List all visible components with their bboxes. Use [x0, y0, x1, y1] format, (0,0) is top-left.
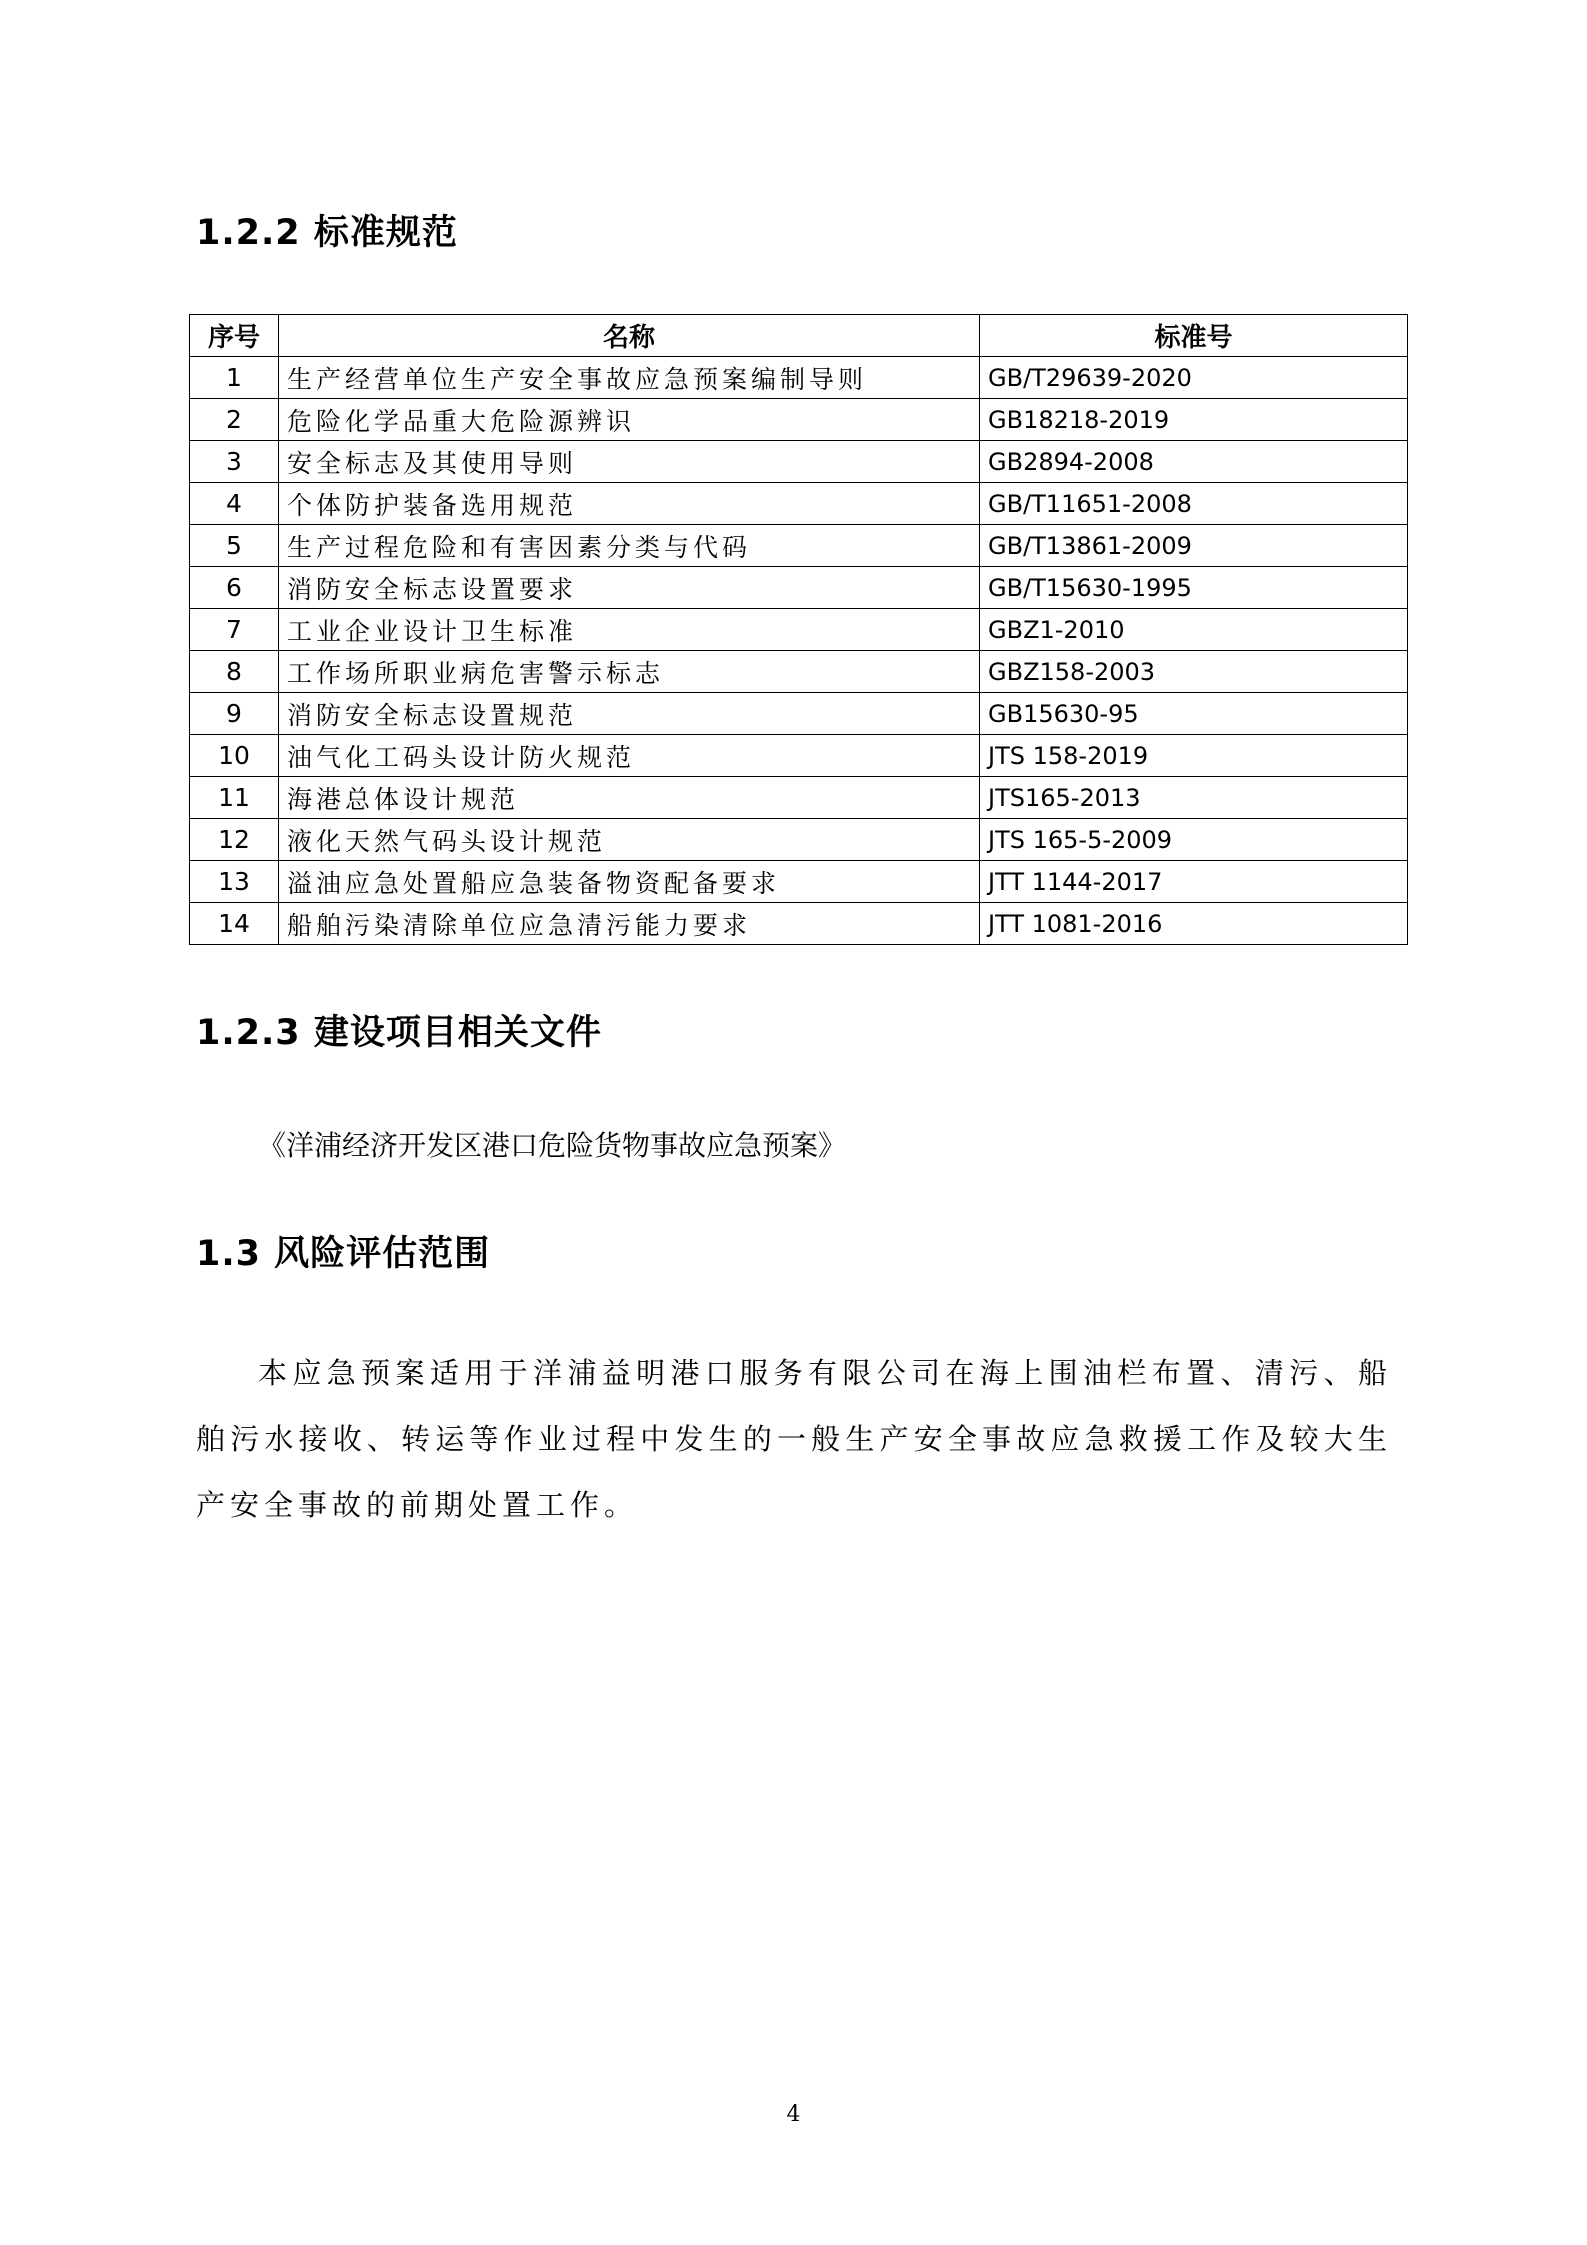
- table-row: [190, 693, 1408, 735]
- row-serial-no: 10: [190, 735, 279, 777]
- table-row: [190, 483, 1408, 525]
- table-header-row: [190, 315, 1408, 357]
- table-row: [190, 609, 1408, 651]
- table-row: [190, 651, 1408, 693]
- row-standard-name: 消防安全标志设置规范: [279, 693, 980, 735]
- standards-table: [189, 314, 1408, 945]
- row-serial-no: 9: [190, 693, 279, 735]
- row-serial-no: 1: [190, 357, 279, 399]
- row-standard-name: 工作场所职业病危害警示标志: [279, 651, 980, 693]
- row-standard-code: GBZ158-2003: [980, 651, 1408, 693]
- scope-paragraph: 本应急预案适用于洋浦益明港口服务有限公司在海上围油栏布置、清污、船舶污水接收、转运等作业过程中发生的一般生产安全事故应急救援工作及较大生产安全事故的前期处置工作。: [196, 1356, 1392, 1522]
- row-serial-no: 4: [190, 483, 279, 525]
- table-row: [190, 903, 1408, 945]
- table-row: [190, 861, 1408, 903]
- row-serial-no: 2: [190, 399, 279, 441]
- row-serial-no: 7: [190, 609, 279, 651]
- row-standard-name: 个体防护装备选用规范: [279, 483, 980, 525]
- row-standard-code: JTS165-2013: [980, 777, 1408, 819]
- table-row: [190, 735, 1408, 777]
- row-standard-name: 液化天然气码头设计规范: [279, 819, 980, 861]
- table-row: [190, 819, 1408, 861]
- table-row: [190, 525, 1408, 567]
- row-serial-no: 5: [190, 525, 279, 567]
- row-serial-no: 6: [190, 567, 279, 609]
- table-row: [190, 441, 1408, 483]
- header-standard-code: 标准号: [980, 315, 1408, 357]
- header-serial-no: 序号: [190, 315, 279, 357]
- row-standard-code: JTS 158-2019: [980, 735, 1408, 777]
- row-standard-code: GB/T29639-2020: [980, 357, 1408, 399]
- row-serial-no: 14: [190, 903, 279, 945]
- row-standard-name: 生产过程危险和有害因素分类与代码: [279, 525, 980, 567]
- row-standard-code: GB/T11651-2008: [980, 483, 1408, 525]
- table-row: [190, 357, 1408, 399]
- row-standard-name: 溢油应急处置船应急装备物资配备要求: [279, 861, 980, 903]
- row-standard-code: GB18218-2019: [980, 399, 1408, 441]
- row-standard-name: 油气化工码头设计防火规范: [279, 735, 980, 777]
- project-document-reference: 《洋浦经济开发区港口危险货物事故应急预案》: [258, 1129, 847, 1162]
- section-title-project-documents: 1.2.3 建设项目相关文件: [196, 1013, 602, 1053]
- row-serial-no: 3: [190, 441, 279, 483]
- row-serial-no: 12: [190, 819, 279, 861]
- page-number: 4: [786, 2102, 801, 2127]
- row-standard-code: JTT 1081-2016: [980, 903, 1408, 945]
- row-standard-name: 船舶污染清除单位应急清污能力要求: [279, 903, 980, 945]
- row-standard-name: 危险化学品重大危险源辨识: [279, 399, 980, 441]
- table-row: [190, 567, 1408, 609]
- row-serial-no: 8: [190, 651, 279, 693]
- row-serial-no: 13: [190, 861, 279, 903]
- row-standard-code: GB/T15630-1995: [980, 567, 1408, 609]
- row-standard-code: JTS 165-5-2009: [980, 819, 1408, 861]
- table-row: [190, 399, 1408, 441]
- row-standard-name: 消防安全标志设置要求: [279, 567, 980, 609]
- row-serial-no: 11: [190, 777, 279, 819]
- row-standard-code: GB/T13861-2009: [980, 525, 1408, 567]
- section-title-risk-scope: 1.3 风险评估范围: [196, 1234, 491, 1274]
- section-title-standards: 1.2.2 标准规范: [196, 213, 458, 253]
- row-standard-code: GB15630-95: [980, 693, 1408, 735]
- table-row: [190, 777, 1408, 819]
- row-standard-name: 海港总体设计规范: [279, 777, 980, 819]
- row-standard-name: 工业企业设计卫生标准: [279, 609, 980, 651]
- row-standard-code: JTT 1144-2017: [980, 861, 1408, 903]
- row-standard-name: 生产经营单位生产安全事故应急预案编制导则: [279, 357, 980, 399]
- header-name: 名称: [279, 315, 980, 357]
- row-standard-code: GBZ1-2010: [980, 609, 1408, 651]
- row-standard-name: 安全标志及其使用导则: [279, 441, 980, 483]
- row-standard-code: GB2894-2008: [980, 441, 1408, 483]
